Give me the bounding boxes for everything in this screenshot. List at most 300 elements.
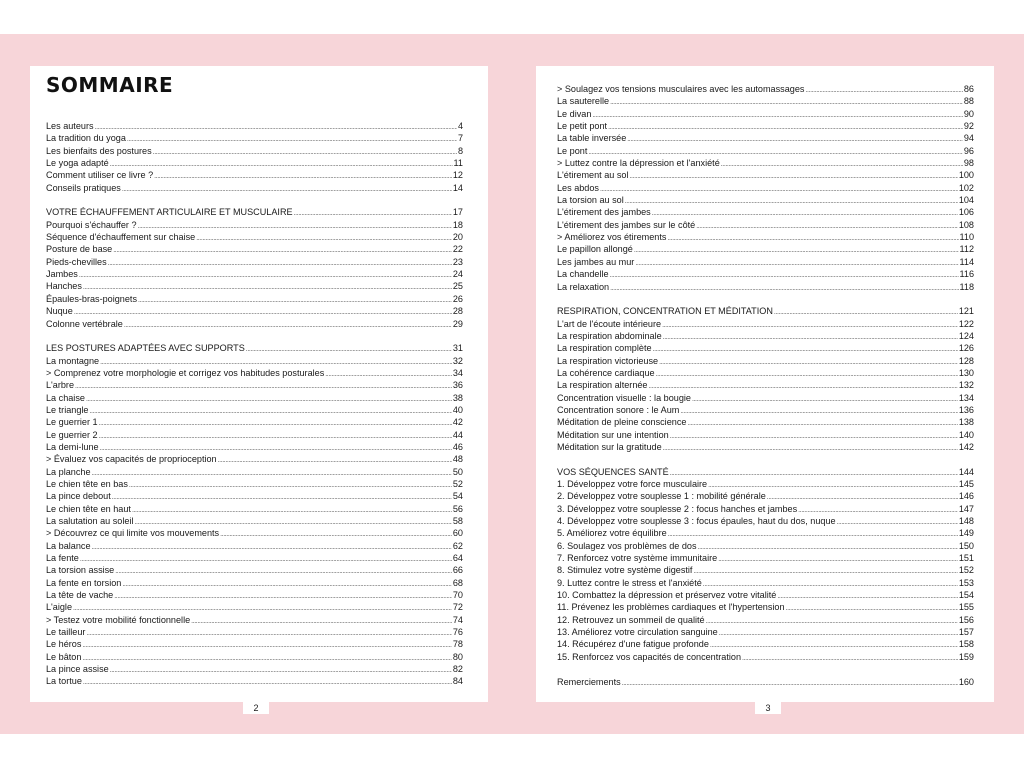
- toc-entry: [46, 120, 463, 132]
- toc-entry: [46, 540, 463, 552]
- toc-dot-leader: [89, 406, 451, 418]
- toc-dot-leader: [138, 295, 452, 307]
- toc-dot-leader: [777, 591, 957, 603]
- toc-entry-page-number: 140: [958, 429, 974, 440]
- toc-dot-leader: [75, 381, 452, 393]
- toc-entry-label: Le chien tête en haut: [46, 503, 131, 514]
- toc-entry-label: > Luttez contre la dépression et l'anxiété: [557, 158, 720, 169]
- toc-entry: [557, 108, 974, 120]
- toc-entry: [557, 268, 974, 280]
- toc-entry-label: > Testez votre mobilité fonctionnelle: [46, 614, 191, 625]
- toc-entry: [46, 626, 463, 638]
- toc-entry-page-number: 112: [959, 244, 974, 255]
- toc-entry-page-number: 108: [958, 219, 974, 230]
- toc-entry-label: Méditation sur la gratitude: [557, 441, 662, 452]
- toc-entry-page-number: 60: [452, 528, 463, 539]
- toc-entry-page-number: 36: [452, 380, 463, 391]
- toc-dot-leader: [774, 307, 958, 319]
- toc-entry: [557, 367, 974, 379]
- toc-entry-page-number: 34: [452, 367, 463, 378]
- toc-entry-label: La pince assise: [46, 664, 109, 675]
- toc-entry-page-number: 144: [958, 466, 974, 477]
- toc-dot-leader: [696, 221, 958, 233]
- toc-entry-label: Séquence d'échauffement sur chaise: [46, 232, 196, 243]
- toc-entry-label: > Découvrez ce qui limite vos mouvements: [46, 528, 220, 539]
- toc-entry: [46, 675, 463, 687]
- toc-dot-leader: [196, 233, 452, 245]
- toc-entry-page-number: 134: [958, 392, 974, 403]
- toc-entry-page-number: 32: [452, 355, 463, 366]
- toc-entry-page-number: 148: [958, 516, 974, 527]
- toc-entry-label: VOS SÉQUENCES SANTÉ: [557, 466, 669, 477]
- toc-entry-label: > Améliorez vos étirements: [557, 232, 667, 243]
- toc-entry-page-number: 76: [452, 627, 463, 638]
- toc-entry-page-number: 56: [452, 503, 463, 514]
- toc-entry: [557, 503, 974, 515]
- toc-entry-page-number: 159: [958, 651, 974, 662]
- toc-entry: [46, 392, 463, 404]
- toc-entry: [557, 219, 974, 231]
- toc-entry-label: Épaules-bras-poignets: [46, 293, 137, 304]
- toc-dot-leader: [110, 159, 453, 171]
- toc-entry-page-number: 68: [452, 577, 463, 588]
- toc-dot-leader: [112, 492, 452, 504]
- toc-entry-page-number: 20: [452, 232, 463, 243]
- toc-dot-leader: [124, 320, 452, 332]
- toc-entry: [557, 577, 974, 589]
- toc-entry-label: 3. Développez votre souplesse 2 : focus hanches et jambes: [557, 503, 798, 514]
- toc-dot-leader: [86, 628, 451, 640]
- toc-entry-page-number: 94: [963, 133, 974, 144]
- toc-entry-label: La tortue: [46, 676, 82, 687]
- toc-entry: [46, 132, 463, 144]
- toc-entry-page-number: 152: [958, 565, 974, 576]
- toc-entry-page-number: 142: [958, 441, 974, 452]
- toc-entry-page-number: 78: [452, 639, 463, 650]
- toc-entry-page-number: 98: [963, 158, 974, 169]
- toc-entry-page-number: 22: [452, 244, 463, 255]
- toc-entry-page-number: 151: [958, 553, 974, 564]
- toc-entry: [46, 318, 463, 330]
- toc-dot-leader: [129, 480, 452, 492]
- toc-entry-page-number: 147: [958, 503, 974, 514]
- toc-dot-leader: [680, 406, 957, 418]
- toc-entry: [557, 169, 974, 181]
- toc-entry: [46, 564, 463, 576]
- toc-entry: [557, 243, 974, 255]
- toc-entry-label: Le guerrier 2: [46, 429, 98, 440]
- toc-dot-leader: [742, 653, 958, 665]
- toc-dot-leader: [608, 122, 963, 134]
- toc-dot-leader: [110, 665, 452, 677]
- toc-dot-leader: [99, 431, 452, 443]
- toc-entry-label: Le chien tête en bas: [46, 478, 128, 489]
- toc-entry-page-number: 70: [452, 590, 463, 601]
- toc-entry-page-number: 114: [959, 256, 974, 267]
- toc-entry: [557, 182, 974, 194]
- toc-entry-label: La table inversée: [557, 133, 627, 144]
- toc-entry-page-number: 160: [958, 676, 974, 687]
- toc-entry-label: 6. Soulagez vos problèmes de dos: [557, 540, 697, 551]
- toc-entry-page-number: 44: [452, 429, 463, 440]
- toc-dot-leader: [220, 529, 452, 541]
- toc-entry-page-number: 92: [963, 121, 974, 132]
- toc-entry-page-number: 17: [452, 207, 463, 218]
- toc-dot-leader: [667, 233, 958, 245]
- toc-entry: [557, 330, 974, 342]
- toc-entry-page-number: 86: [963, 84, 974, 94]
- toc-entry-label: Les auteurs: [46, 121, 94, 131]
- toc-dot-leader: [82, 640, 451, 652]
- toc-entry-page-number: 72: [452, 602, 463, 613]
- toc-dot-leader: [86, 394, 452, 406]
- toc-entry: [557, 145, 974, 157]
- toc-entry: [557, 342, 974, 354]
- toc-dot-leader: [634, 245, 959, 257]
- toc-entry: [557, 83, 974, 95]
- toc-entry-label: 2. Développez votre souplesse 1 : mobilité générale: [557, 491, 766, 502]
- toc-dot-leader: [127, 134, 457, 146]
- toc-dot-leader: [625, 196, 958, 208]
- toc-dot-leader: [622, 678, 958, 690]
- toc-entry-label: La chaise: [46, 392, 85, 403]
- toc-entry-label: > Soulagez vos tensions musculaires avec les automassages: [557, 84, 805, 94]
- toc-entry-page-number: 26: [452, 293, 463, 304]
- toc-entry-page-number: 106: [958, 207, 974, 218]
- toc-entry: [46, 243, 463, 255]
- toc-entry: [557, 416, 974, 428]
- toc-entry-page-number: 157: [958, 627, 974, 638]
- toc-entry-label: La sauterelle: [557, 96, 610, 107]
- toc-dot-leader: [246, 344, 452, 356]
- toc-entry-page-number: 58: [452, 516, 463, 526]
- toc-dot-leader: [718, 554, 958, 566]
- page-number-right: 3: [755, 702, 781, 714]
- toc-entry-page-number: 48: [452, 454, 463, 465]
- toc-entry-label: La relaxation: [557, 281, 610, 292]
- toc-dot-leader: [719, 628, 958, 640]
- toc-dot-leader: [108, 258, 452, 270]
- toc-entry-page-number: 122: [958, 318, 974, 329]
- toc-dot-leader: [122, 184, 452, 196]
- toc-entry-label: L'étirement au sol: [557, 170, 629, 181]
- toc-section-entry: [557, 466, 974, 478]
- toc-entry: [46, 157, 463, 169]
- toc-entry: [46, 256, 463, 268]
- toc-entry-page-number: 118: [959, 281, 974, 292]
- toc-entry-label: 13. Améliorez votre circulation sanguine: [557, 627, 718, 638]
- toc-entry-label: Le papillon allongé: [557, 244, 633, 255]
- toc-dot-leader: [805, 85, 962, 97]
- toc-entry-page-number: 64: [452, 553, 463, 564]
- toc-entry: [46, 441, 463, 453]
- toc-entry: [46, 355, 463, 367]
- toc-dot-leader: [294, 208, 452, 220]
- toc-entry-label: La salutation au soleil: [46, 516, 134, 526]
- toc-entry-label: L'aigle: [46, 602, 73, 613]
- toc-entry-page-number: 126: [958, 343, 974, 354]
- toc-entry: [46, 429, 463, 441]
- toc-entry-label: La cohérence cardiaque: [557, 367, 655, 378]
- toc-dot-leader: [153, 147, 457, 159]
- toc-entry: [557, 392, 974, 404]
- toc-entry: [557, 281, 974, 293]
- toc-entry: [557, 638, 974, 650]
- toc-entry-page-number: 24: [452, 269, 463, 280]
- toc-dot-leader: [92, 468, 452, 480]
- toc-entry: [46, 515, 463, 527]
- toc-entry-page-number: 116: [959, 269, 974, 280]
- toc-entry: [46, 367, 463, 379]
- toc-entry-label: Jambes: [46, 269, 78, 280]
- toc-entry-label: L'étirement des jambes: [557, 207, 651, 218]
- toc-entry: [46, 268, 463, 280]
- toc-dot-leader: [610, 97, 963, 109]
- toc-entry: [557, 355, 974, 367]
- toc-entry: [557, 95, 974, 107]
- toc-entry-label: 10. Combattez la dépression et préservez votre vitalité: [557, 590, 777, 601]
- toc-entry: [557, 601, 974, 613]
- toc-entry-page-number: 88: [963, 96, 974, 107]
- toc-entry-page-number: 136: [958, 404, 974, 415]
- toc-entry-page-number: 80: [452, 651, 463, 662]
- toc-entry: [557, 379, 974, 391]
- toc-entry-page-number: 130: [958, 367, 974, 378]
- toc-entry-label: Les bienfaits des postures: [46, 145, 152, 156]
- toc-dot-leader: [218, 455, 452, 467]
- toc-entry: [46, 145, 463, 157]
- toc-entry-label: Concentration visuelle : la bougie: [557, 392, 691, 403]
- toc-entry: [46, 638, 463, 650]
- toc-entry-page-number: 96: [963, 145, 974, 156]
- toc-entry: [557, 231, 974, 243]
- toc-entry-label: Méditation de pleine conscience: [557, 417, 687, 428]
- toc-entry-label: Méditation sur une intention: [557, 429, 669, 440]
- toc-entry-label: Le triangle: [46, 404, 89, 415]
- toc-entry-label: 14. Récupérez d'une fatigue profonde: [557, 639, 709, 650]
- toc-entry-page-number: 29: [452, 318, 463, 329]
- toc-entry-label: Le yoga adapté: [46, 158, 109, 169]
- toc-entry: [557, 318, 974, 330]
- toc-entry: [46, 293, 463, 305]
- toc-entry-label: Hanches: [46, 281, 82, 292]
- toc-section-entry: [46, 342, 463, 354]
- toc-entry-label: Concentration sonore : le Aum: [557, 404, 680, 415]
- toc-dot-leader: [113, 245, 452, 257]
- toc-entry-page-number: 155: [958, 602, 974, 613]
- toc-entry-label: Le divan: [557, 108, 592, 119]
- toc-dot-leader: [693, 566, 957, 578]
- toc-entry: [46, 182, 463, 194]
- toc-entry-page-number: 46: [452, 441, 463, 452]
- toc-entry-label: 9. Luttez contre le stress et l'anxiété: [557, 577, 702, 588]
- toc-entry-label: Pourquoi s'échauffer ?: [46, 219, 137, 230]
- toc-entry-label: La fente en torsion: [46, 577, 122, 588]
- toc-entry-label: Comment utiliser ce livre ?: [46, 170, 154, 181]
- toc-entry-page-number: 25: [452, 281, 463, 292]
- toc-entry-label: LES POSTURES ADAPTÉES AVEC SUPPORTS: [46, 343, 245, 354]
- toc-dot-leader: [627, 134, 963, 146]
- toc-entry-page-number: 158: [958, 639, 974, 650]
- toc-dot-leader: [83, 282, 452, 294]
- toc-entry-label: Remerciements: [557, 676, 621, 687]
- toc-entry-label: L'arbre: [46, 380, 75, 391]
- toc-entry-label: La torsion au sol: [557, 195, 624, 206]
- toc-dot-leader: [649, 381, 958, 393]
- toc-entry-label: Conseils pratiques: [46, 182, 121, 193]
- toc-dot-leader: [721, 159, 963, 171]
- toc-entry-page-number: 90: [963, 108, 974, 119]
- toc-entry: [46, 589, 463, 601]
- toc-dot-leader: [132, 505, 452, 517]
- toc-entry-page-number: 154: [958, 590, 974, 601]
- toc-entry-page-number: 124: [958, 330, 974, 341]
- toc-dot-leader: [659, 357, 958, 369]
- toc-dot-leader: [662, 320, 958, 332]
- toc-entry-page-number: 110: [959, 232, 974, 243]
- toc-entry-label: Le héros: [46, 639, 82, 650]
- toc-entry-label: La chandelle: [557, 269, 609, 280]
- toc-entry: [557, 194, 974, 206]
- toc-entry: [46, 552, 463, 564]
- toc-entry: [46, 478, 463, 490]
- toc-dot-leader: [82, 653, 451, 665]
- toc-entry-label: Le petit pont: [557, 121, 608, 132]
- page-title: SOMMAIRE: [46, 73, 174, 97]
- toc-entry: [557, 490, 974, 502]
- toc-entry-label: La tête de vache: [46, 590, 114, 601]
- toc-dot-leader: [99, 418, 452, 430]
- toc-entry-label: Colonne vertébrale: [46, 318, 123, 329]
- toc-entry-page-number: 100: [958, 170, 974, 181]
- toc-entry: [557, 157, 974, 169]
- toc-entry-label: L'art de l'écoute intérieure: [557, 318, 662, 329]
- toc-entry: [46, 503, 463, 515]
- toc-entry-label: La pince debout: [46, 491, 111, 502]
- toc-dot-leader: [92, 542, 452, 554]
- toc-entry: [557, 527, 974, 539]
- toc-dot-leader: [710, 640, 958, 652]
- toc-entry-page-number: 74: [452, 614, 463, 625]
- toc-dot-leader: [670, 431, 958, 443]
- toc-dot-leader: [74, 307, 452, 319]
- toc-entry: [46, 416, 463, 428]
- toc-entry-page-number: 4: [457, 121, 463, 131]
- toc-dot-leader: [592, 110, 962, 122]
- toc-right-column: [557, 83, 974, 688]
- toc-entry: [46, 219, 463, 231]
- toc-entry-page-number: 62: [452, 540, 463, 551]
- toc-section-entry: [557, 676, 974, 688]
- toc-dot-leader: [610, 270, 959, 282]
- toc-dot-leader: [706, 616, 958, 628]
- toc-entry: [557, 626, 974, 638]
- toc-entry-page-number: 54: [452, 491, 463, 502]
- toc-dot-leader: [670, 468, 958, 480]
- toc-entry-label: VOTRE ÉCHAUFFEMENT ARTICULAIRE ET MUSCULAIRE: [46, 207, 293, 218]
- toc-entry-label: La respiration abdominale: [557, 330, 662, 341]
- toc-dot-leader: [610, 283, 958, 295]
- toc-entry: [557, 651, 974, 663]
- toc-entry: [557, 478, 974, 490]
- toc-left-column: [46, 120, 463, 688]
- toc-entry: [46, 453, 463, 465]
- toc-entry-page-number: 40: [452, 404, 463, 415]
- toc-dot-leader: [79, 270, 452, 282]
- toc-dot-leader: [115, 566, 452, 578]
- toc-entry: [46, 601, 463, 613]
- toc-dot-leader: [663, 332, 958, 344]
- toc-section-entry: [46, 206, 463, 218]
- toc-entry-label: L'étirement des jambes sur le côté: [557, 219, 696, 230]
- toc-entry-label: 1. Développez votre force musculaire: [557, 479, 708, 489]
- toc-dot-leader: [600, 184, 958, 196]
- toc-entry: [557, 206, 974, 218]
- toc-entry: [46, 280, 463, 292]
- toc-entry-label: La respiration alternée: [557, 380, 648, 391]
- toc-entry-label: La planche: [46, 466, 91, 477]
- toc-entry: [557, 540, 974, 552]
- toc-dot-leader: [114, 591, 452, 603]
- toc-entry-label: Posture de base: [46, 244, 113, 255]
- toc-entry-page-number: 31: [452, 343, 463, 354]
- toc-entry-label: Nuque: [46, 306, 73, 317]
- toc-entry: [46, 651, 463, 663]
- toc-entry: [46, 404, 463, 416]
- toc-entry-label: 5. Améliorez votre équilibre: [557, 528, 667, 539]
- toc-entry: [557, 404, 974, 416]
- toc-dot-leader: [698, 542, 958, 554]
- toc-entry: [557, 120, 974, 132]
- toc-dot-leader: [80, 554, 452, 566]
- toc-entry: [557, 132, 974, 144]
- toc-entry-page-number: 12: [452, 170, 463, 181]
- toc-entry: [557, 589, 974, 601]
- toc-dot-leader: [83, 677, 452, 689]
- toc-entry: [46, 169, 463, 181]
- toc-entry-label: La fente: [46, 553, 79, 564]
- toc-entry-page-number: 138: [958, 417, 974, 428]
- toc-entry: [557, 614, 974, 626]
- toc-entry: [46, 663, 463, 675]
- toc-section-entry: [557, 305, 974, 317]
- toc-entry-page-number: 145: [958, 479, 974, 489]
- toc-entry: [557, 441, 974, 453]
- toc-entry-page-number: 153: [958, 577, 974, 588]
- toc-entry-label: Les abdos: [557, 182, 599, 193]
- toc-entry-label: 12. Retrouvez un sommeil de qualité: [557, 614, 705, 625]
- toc-entry-page-number: 128: [958, 355, 974, 366]
- toc-entry-page-number: 28: [452, 306, 463, 317]
- toc-entry-label: La torsion assise: [46, 565, 115, 576]
- toc-entry-label: 15. Renforcez vos capacités de concentration: [557, 651, 742, 662]
- toc-dot-leader: [656, 369, 958, 381]
- toc-entry-label: Les jambes au mur: [557, 256, 635, 267]
- toc-entry-label: 7. Renforcez votre système immunitaire: [557, 553, 718, 564]
- toc-entry-page-number: 42: [452, 417, 463, 428]
- toc-entry: [46, 379, 463, 391]
- toc-entry-label: > Comprenez votre morphologie et corrigez vos habitudes posturales: [46, 367, 325, 378]
- toc-dot-leader: [95, 122, 457, 134]
- toc-entry-label: Le guerrier 1: [46, 417, 98, 428]
- toc-dot-leader: [663, 443, 958, 455]
- toc-entry-page-number: 146: [958, 491, 974, 502]
- toc-entry: [46, 490, 463, 502]
- toc-entry-page-number: 66: [452, 565, 463, 576]
- toc-dot-leader: [635, 258, 958, 270]
- toc-entry-label: 11. Prévenez les problèmes cardiaques et l'hypertension: [557, 602, 785, 613]
- toc-entry: [46, 305, 463, 317]
